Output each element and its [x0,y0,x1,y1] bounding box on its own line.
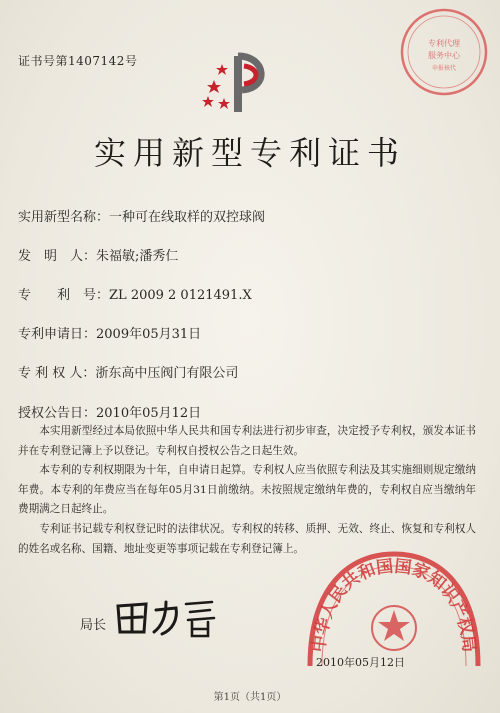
grant-date-row [18,402,201,421]
inventor-row [18,245,178,264]
svg-text:专利代理: 专利代理 [428,39,460,48]
svg-text:申报核代: 申报核代 [431,65,457,72]
utility-model-name-row [18,206,265,225]
inventor-value: 朱福敏;潘秀仁 [96,249,179,264]
patent-office-logo-icon [198,50,278,118]
page-footer: 第1页（共1页） [213,692,287,703]
filing-date-label: 专利申请日： [18,327,97,342]
grant-date-label: 授权公告日： [18,406,97,421]
svg-text:中华人民共和国国家知识产权局: 中华人民共和国国家知识产权局 [309,556,479,654]
grant-date-value: 2010年05月12日 [96,406,202,421]
patent-number-label: 专 利 号： [18,288,110,303]
certificate-body [18,422,476,559]
inventor-label: 发 明 人： [18,249,97,264]
commissioner-signature [112,592,222,642]
certificate-title: 实用新型专利证书 [93,134,406,172]
patent-number-value: ZL 2009 2 0121491.X [109,288,252,303]
issue-date: 2010年05月12日 [316,656,405,669]
filing-date-row [18,323,201,342]
utility-model-name-value: 一种可在线取样的双控球阀 [109,210,266,225]
body-paragraph-3: 专利证书记载专利权登记时的法律状况。专利权的转移、质押、无效、终止、恢复和专利权人的姓名或名称、国籍、地址变更等事项记载在专利登记簿上。 [18,522,476,555]
utility-model-name-label: 实用新型名称： [18,210,110,225]
filing-date-value: 2009年05月31日 [96,327,202,342]
patentee-row [18,362,238,381]
patentee-value: 浙东高中压阀门有限公司 [95,366,239,381]
svg-text:服务中心: 服务中心 [428,51,460,60]
patent-number-row [18,284,252,303]
body-paragraph-2: 本专利的专利权期限为十年，自申请日起算。专利权人应当依照专利法及其实施细则规定缴纳年费。本专利的年费应当在每年05月31日前缴纳。未按照规定缴纳年费的，专利权自应当缴纳年费期满之日起终止。 [18,464,476,516]
patentee-label: 专 利 权 人： [18,366,96,381]
certificate-number: 证书号第1407142号 [18,54,138,68]
body-paragraph-1: 本实用新型经过本局依照中华人民共和国专利法进行初步审查，决定授予专利权，颁发本证书并在专利登记簿上予以登记。专利权自授权公告之日起生效。 [18,425,476,457]
commissioner-label: 局长 [80,618,107,633]
agency-seal [398,6,490,98]
